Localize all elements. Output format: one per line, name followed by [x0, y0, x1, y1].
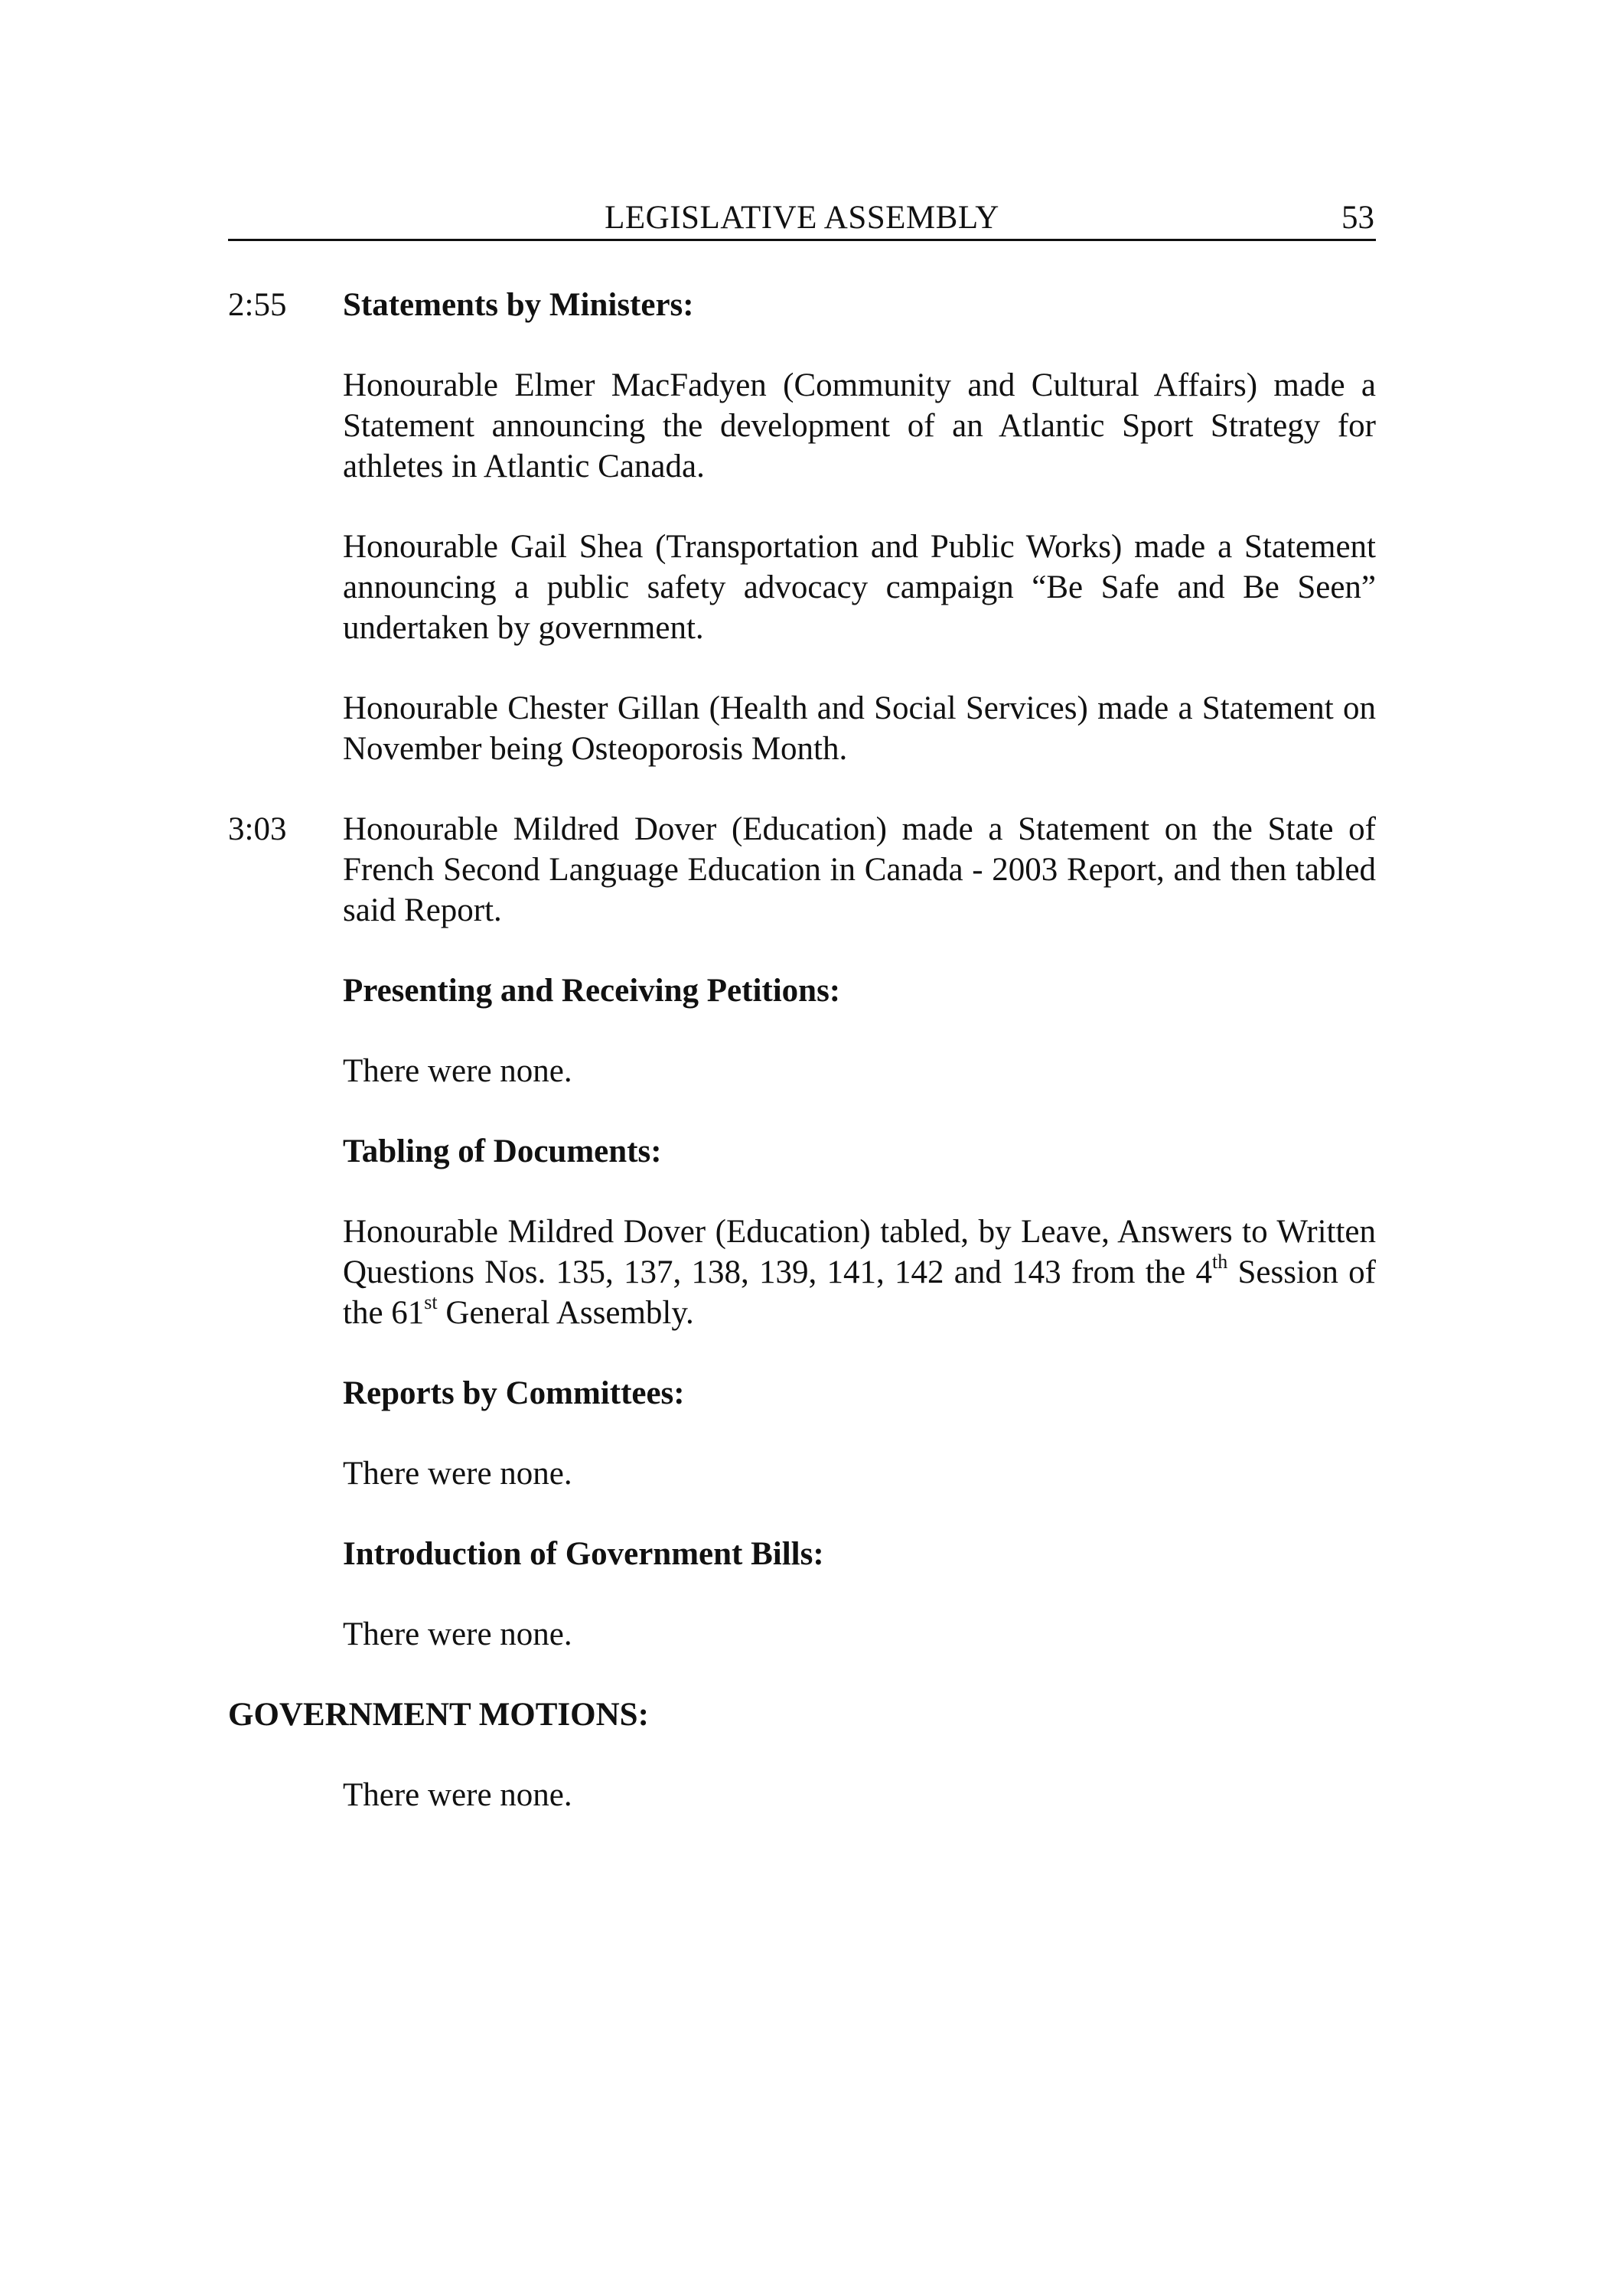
statements-by-ministers-section — [228, 285, 1376, 769]
petitions-section — [228, 970, 1376, 1091]
section-heading: Statements by Ministers: — [343, 287, 694, 323]
section-text: There were none. — [343, 1616, 572, 1652]
time-stamp: 3:03 — [228, 811, 287, 847]
statement-paragraph: Honourable Gail Shea (Transportation and Public Works) made a Statement announcing a public safety advocacy campaign “Be Safe and Be Seen” undertaken by government. — [343, 529, 1376, 646]
section-heading: Tabling of Documents: — [343, 1133, 662, 1169]
committees-section — [228, 1373, 1376, 1494]
page-number: 53 — [1341, 200, 1374, 236]
section-heading: Presenting and Receiving Petitions: — [343, 973, 841, 1009]
time-stamp: 2:55 — [228, 287, 287, 323]
section-heading: Reports by Committees: — [343, 1375, 685, 1411]
page-header — [228, 197, 1376, 241]
section-text: There were none. — [343, 1456, 572, 1492]
section-text: There were none. — [343, 1053, 572, 1089]
tabling-section — [228, 1131, 1376, 1333]
statement-paragraph: Honourable Mildred Dover (Education) made a Statement on the State of French Second Language Education in Canada - 2003 Report, and then tabled said Report. — [343, 811, 1376, 928]
statement-paragraph: Honourable Chester Gillan (Health and Social Services) made a Statement on November being Osteoporosis Month. — [343, 690, 1376, 767]
section-text: There were none. — [343, 1777, 572, 1813]
government-motions-section — [228, 1694, 1376, 1815]
government-bills-section — [228, 1534, 1376, 1655]
journal-content — [228, 285, 1376, 1815]
header-title: LEGISLATIVE ASSEMBLY — [605, 200, 999, 236]
education-statement-section — [228, 809, 1376, 931]
statement-paragraph: Honourable Elmer MacFadyen (Community and Cultural Affairs) made a Statement announcing the development of an Atlantic Sport Strategy for athletes in Atlantic Canada. — [343, 367, 1376, 484]
tabling-paragraph: Honourable Mildred Dover (Education) tabled, by Leave, Answers to Written Questions Nos. 135, 137, 138, 139, 141, 142 and 143 from the 4th Session of the 61st General Assembly. — [343, 1214, 1377, 1331]
section-heading: Introduction of Government Bills: — [343, 1536, 824, 1572]
section-heading: GOVERNMENT MOTIONS: — [228, 1697, 649, 1733]
